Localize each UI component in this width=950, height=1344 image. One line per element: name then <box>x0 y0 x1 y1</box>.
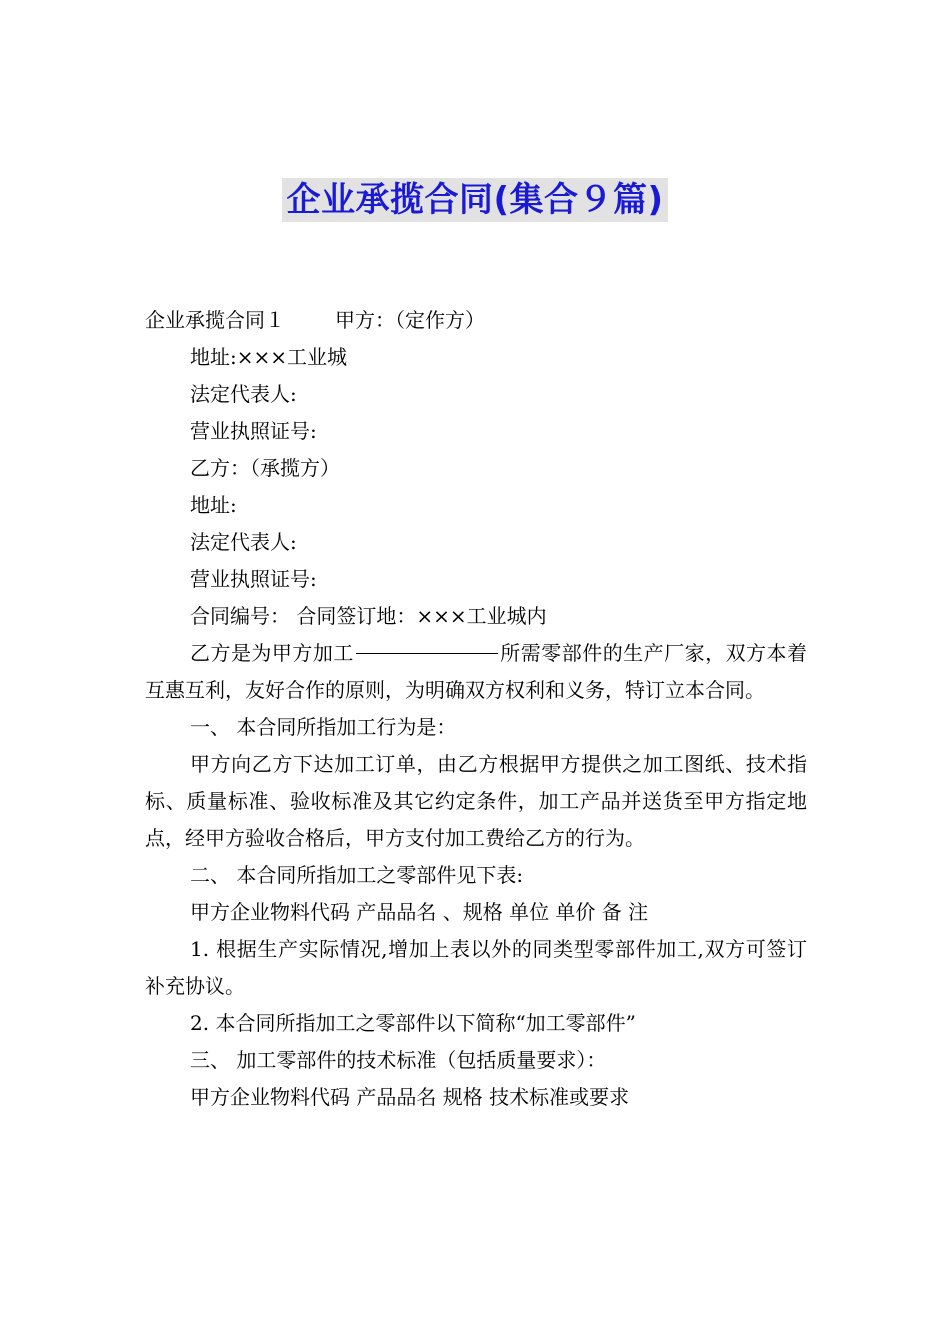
clause-2-2: 2. 本合同所指加工之零部件以下简称“加工零部件” <box>190 1011 636 1035</box>
section-1-paragraph: 甲方向乙方下达加工订单，由乙方根据甲方提供之加工图纸、技术指标、质量标准、验收标准及其它约定条件，加工产品并送货至甲方指定地点，经甲方验收合格后，甲方支付加工费给乙方的行为。 <box>145 752 807 850</box>
tech-table-header: 甲方企业物料代码 产品品名 规格 技术标准或要求 <box>190 1085 630 1109</box>
party-b-legal-rep: 法定代表人: <box>190 530 297 554</box>
clause-2-1: 1. 根据生产实际情况,增加上表以外的同类型零部件加工,双方可签订补充协议。 <box>145 937 807 998</box>
party-b-license-no: 营业执照证号: <box>190 567 317 591</box>
intro-part-2: 所需零部件的生产厂家，双方本着互惠互利，友好合作的原则，为明确双方权利和义务，特订立本合同。 <box>145 641 808 702</box>
party-a-legal-rep: 法定代表人: <box>190 382 297 406</box>
section-1-heading: 一、 本合同所指加工行为是： <box>190 715 457 739</box>
party-b-address: 地址: <box>190 493 237 517</box>
party-a-address: 地址:×××工业城 <box>190 345 348 369</box>
contract-number-place: 合同编号： 合同签订地：×××工业城内 <box>190 604 547 628</box>
document-body <box>145 302 807 1116</box>
section-3-heading: 三、 加工零部件的技术标准（包括质量要求）： <box>190 1048 607 1072</box>
contract-number-label: 企业承揽合同１ <box>145 308 285 332</box>
fill-blank <box>356 652 498 654</box>
title-container <box>0 178 950 222</box>
document-title: 企业承揽合同(集合９篇) <box>282 178 667 222</box>
parts-table-header: 甲方企业物料代码 产品品名 、规格 单位 单价 备 注 <box>190 900 649 924</box>
party-a-license-no: 营业执照证号: <box>190 419 317 443</box>
party-a-label: 甲方：（定作方） <box>335 308 485 332</box>
party-b-label: 乙方：（承揽方） <box>190 456 340 480</box>
intro-part-1: 乙方是为甲方加工 <box>190 641 354 665</box>
section-2-heading: 二、 本合同所指加工之零部件见下表: <box>190 863 524 887</box>
contract-heading-line <box>145 302 807 339</box>
intro-paragraph <box>145 635 807 709</box>
